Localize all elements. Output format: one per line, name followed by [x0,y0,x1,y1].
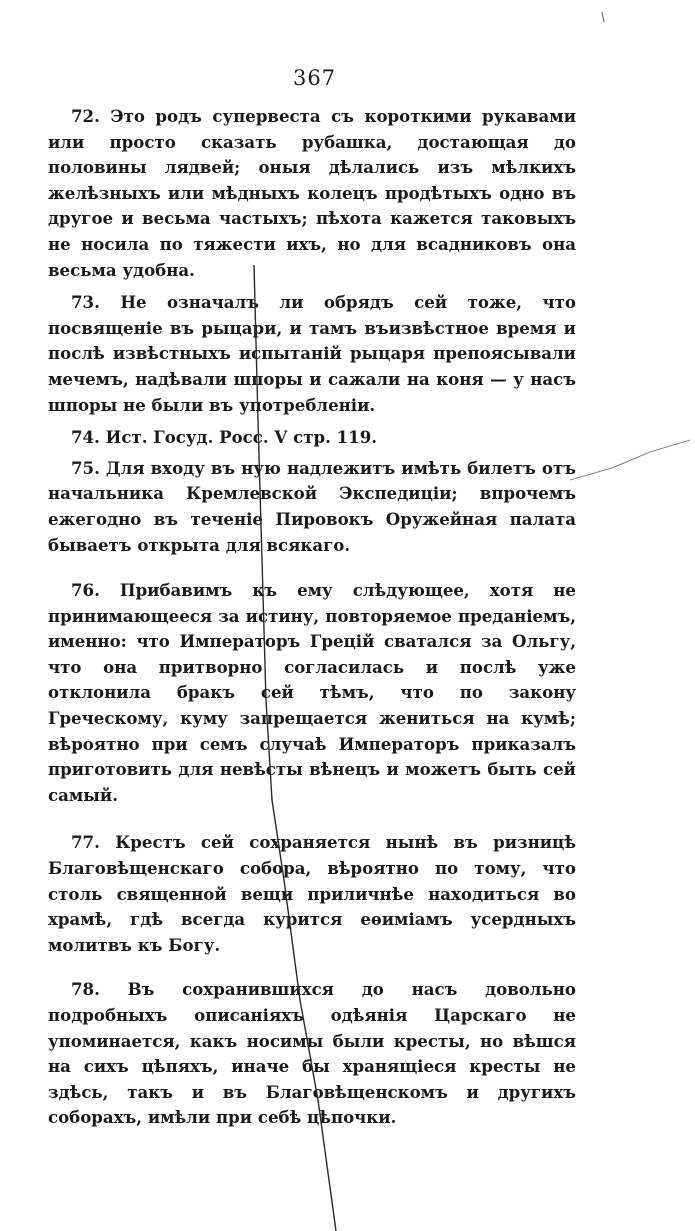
footnote-77: 77. Крестъ сей сохраняется нынѣ въ ризницѣ Благовѣщенскаго собора, вѣроятно по тому, что столь священной вещи приличнѣе находиться во храмѣ, гдѣ всегда курится еѳиміамъ усердныхъ молитвъ къ Богу. [48,832,576,955]
footnote-78: 78. Въ сохранившихся до насъ довольно подробныхъ описаніяхъ одѣянія Царскаго не упоминается, какъ носимы были кресты, но вѣшся на сихъ цѣпяхъ, иначе бы хранящіеся кресты не здѣсь, такъ и въ Благовѣщенскомъ и другихъ соборахъ, имѣли при себѣ цѣпочки. [48,979,576,1128]
footnote-74: 74. Ист. Госуд. Росс. V стр. 119. [71,427,378,448]
footnote-72: 72. Это родъ супервеста съ короткими рукавами или просто сказать рубашка, достающая до половины лядвей; оныя дѣлались изъ мѣлкихъ желѣзныхъ или мѣдныхъ колецъ продѣтыхъ одно въ другое и весьма частыхъ; пѣхота кажется таковыхъ не носила по тяжести ихъ, но для всадниковъ она весьма удобна. [48,106,576,280]
footnote-73: 73. Не означалъ ли обрядъ сей тоже, что посвященіе въ рыцари, и тамъ въизвѣстное время и послѣ извѣстныхъ испытаній рыцаря препоясывали мечемъ, надѣвали шпоры и сажали на коня — у насъ шпоры не были въ употребленіи. [48,292,576,415]
footnote-75: 75. Для входу въ ную надлежитъ имѣть билетъ отъ начальника Кремлевской Экспедиціи; впрочемъ ежегодно въ теченіе Пировокъ Оружейная палата бываетъ открыта для всякаго. [48,457,576,555]
page-number: 367 [292,66,337,90]
footnote-76: 76. Прибавимъ къ ему слѣдующее, хотя не принимающееся за истину, повторяемое преданіемъ, именно: что Императоръ Грецій сватался за Ольгу, что она притворно согласилась и послѣ уже отклонила бракъ сей тѣмъ, что по закону Греческому, куму запрещается жениться на кумѣ; вѣроятно при семъ случаѣ Императоръ приказалъ приготовить для невѣсты вѣнецъ и можетъ быть сей самый. [48,580,576,805]
footnotes [48,104,576,1138]
